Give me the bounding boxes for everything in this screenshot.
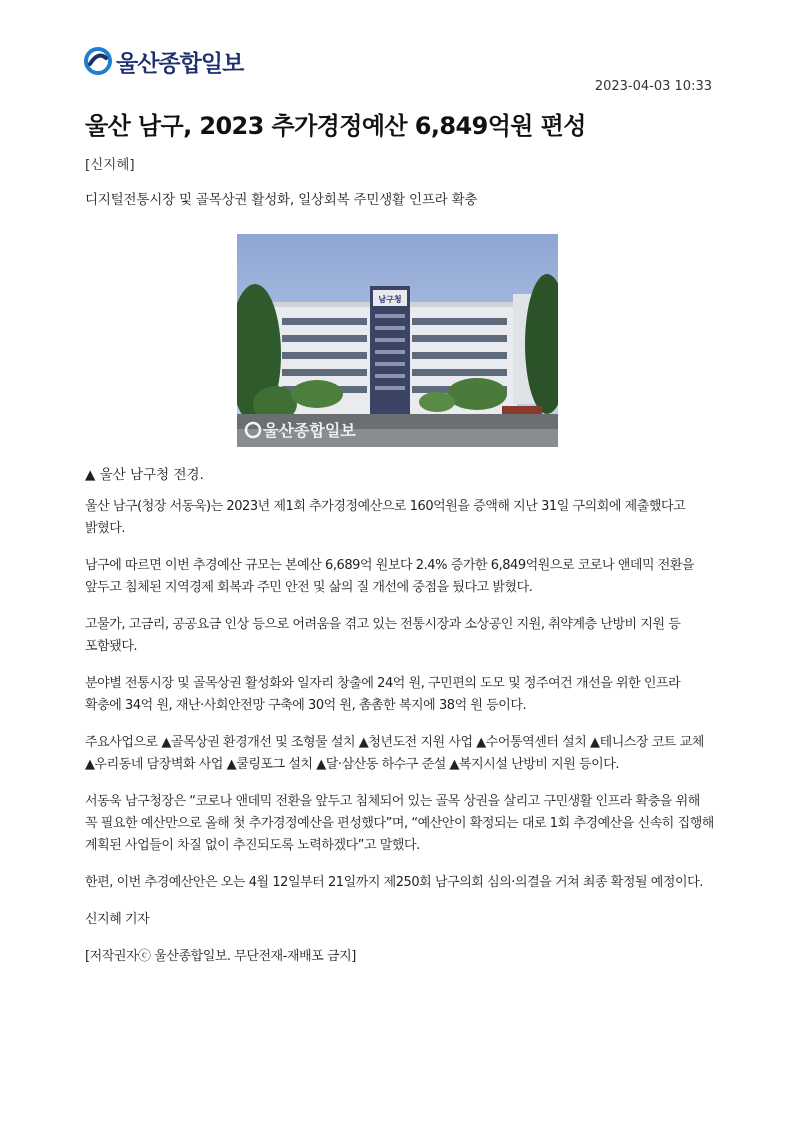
- copyright-notice: [저작권자ⓒ 울산종합일보. 무단전재-재배포 금지]: [85, 949, 356, 964]
- article-byline: [신지혜]: [85, 157, 135, 173]
- body-paragraph: 남구에 따르면 이번 추경예산 규모는 본예산 6,689억 원보다 2.4% 증가한 6,849억원으로 코로나 앤데믹 전환을 앞두고 침체된 지역경제 회복과 주민 안전 및 삶의 질 개선에 중점을 뒀다고 밝혔다.: [85, 558, 695, 595]
- photo-caption: ▲ 울산 남구청 전경.: [85, 467, 204, 483]
- photo-building-sign: 남구청: [378, 295, 402, 304]
- article-headline: 울산 남구, 2023 추가경정예산 6,849억원 편성: [85, 112, 586, 140]
- body-paragraph: 서동욱 남구청장은 “코로나 앤데믹 전환을 앞두고 침체되어 있는 골목 상권을 살리고 구민생활 인프라 확충을 위해 꼭 필요한 예산만으로 올해 첫 추가경정예산을 편성했다”며, “예산안이 확정되는 대로 1회 추경예산을 신속히 집행해 계획된 사업들이 차질 없이 추진되도록 노력하겠다”고 말했다.: [85, 794, 714, 853]
- article-timestamp: 2023-04-03 10:33: [594, 79, 712, 94]
- reporter-signature: 신지혜 기자: [85, 912, 150, 927]
- newspaper-emblem-icon: [84, 47, 112, 75]
- article-photo: [237, 234, 558, 447]
- masthead-logo[interactable]: [84, 44, 243, 78]
- article-subheadline: 디지털전통시장 및 골목상권 활성화, 일상회복 주민생활 인프라 확충: [85, 192, 478, 208]
- masthead-logo-text: 울산종합일보: [116, 50, 244, 77]
- article-body: [85, 496, 715, 983]
- body-paragraph: 분야별 전통시장 및 골목상권 활성화와 일자리 창출에 24억 원, 구민편의 도모 및 정주여건 개선을 위한 인프라 확충에 34억 원, 재난·사회안전망 구축에 30억 원, 촘촘한 복지에 38억 원 등이다.: [85, 676, 681, 713]
- body-paragraph: 한편, 이번 추경예산안은 오는 4월 12일부터 21일까지 제250회 남구의회 심의·의결을 거쳐 최종 확정될 예정이다.: [85, 875, 703, 890]
- body-paragraph: 고물가, 고금리, 공공요금 인상 등으로 어려움을 겪고 있는 전통시장과 소상공인 지원, 취약계층 난방비 지원 등 포함됐다.: [85, 617, 681, 654]
- body-paragraph: 주요사업으로 ▲골목상권 환경개선 및 조형물 설치 ▲청년도전 지원 사업 ▲수어통역센터 설치 ▲테니스장 코트 교체 ▲우리동네 담장벽화 사업 ▲쿨링포그 설치 ▲달·삼산동 하수구 준설 ▲복지시설 난방비 지원 등이다.: [85, 735, 704, 772]
- body-paragraph: 울산 남구(청장 서동욱)는 2023년 제1회 추가경정예산으로 160억원을 증액해 지난 31일 구의회에 제출했다고 밝혔다.: [85, 499, 686, 536]
- photo-watermark: 울산종합일보: [263, 421, 356, 440]
